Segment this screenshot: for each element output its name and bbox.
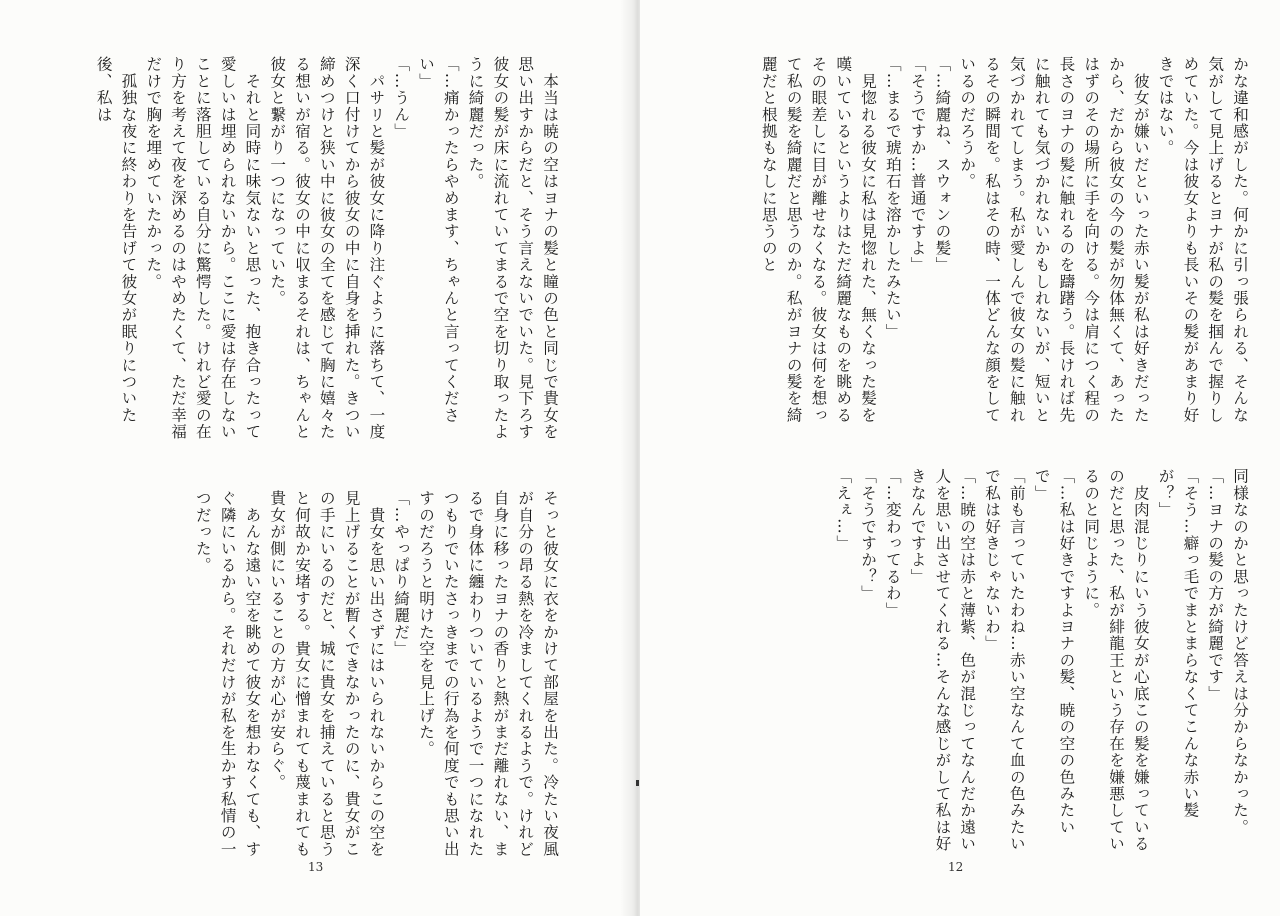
- right-upper-text: かな違和感がした。何かに引っ張られる、そんな気がして見上げるとヨナが私の髪を掴んで握りしめていた。今は彼女よりも長いその髪があまり好きではない。 彼女が嫌いだといった赤い髪が私は好きだったから、だから彼女の今の髪が勿体無くて、あったはずのその場所に手を向ける。今は肩につく程の長さのヨナの髪に触れるのを躊躇う。長ければ先に触れても気づかれないかもしれないが、短いと気づかれてしまう。私が愛しんで彼女の髪に触れるその瞬間を。私はその時、一体どんな顔をしているのだろうか。 「…綺麗ね、スウォンの髪」 「そうですか…普通ですよ」 「…まるで琥珀石を溶かしたみたい」 見惚れる彼女に私は見惚れた、無くなった髪を嘆いているというよりはただ綺麗なものを眺めるその眼差しに目が離せなくなる。彼女は何を想って私の髪を綺麗だと思うのか。私がヨナの髪を綺麗だと根拠もなしに思うのと: [759, 56, 1249, 424]
- right-lower-text: 同様なのかと思ったけど答えは分からなかった。 「…ヨナの髪の方が綺麗です」 「そう…癖っ毛でまとまらなくてこんな赤い髪が？」 皮肉混じりにいう彼女が心底この髪を嫌っているのだと思った、私が緋龍王という存在を嫌悪しているのと同じように。 「…私は好きですよヨナの髪、暁の空の色みたいで」 「前も言っていたわね…赤い空なんて血の色みたいで私は好きじゃないわ」 「…暁の空は赤と薄紫、色が混じってなんだか遠い人を思い出させてくれる…そんな感じがして私は好きなんですよ」 「…変わってるわ」 「そうですか？」 「えぇ…」: [834, 468, 1249, 853]
- left-lower-text: そっと彼女に衣をかけて部屋を出た。冷たい夜風が自分の昂る熱を冷ましてくれるようで。けれど自身に移ったヨナの香りと熱がまだ離れない、まるで身体に纏わりついているようで一つになれたつもりでいたさっきまでの行為を何度でも思い出すのだろうと明けた空を見上げた。 「…やっぱり綺麗だ」 貴女を思い出さずにはいられないからこの空を見上げることが暫くできなかったのに、貴女がこの手にいるのだと、城に貴女を捕えていると思うと何故か安堵する。貴女に憎まれても蔑まれても貴女が側にいることの方が心が安らぐ。 あんな遠い空を眺めて彼女を想わなくても、すぐ隣にいるから。それだけが私を生かす私情の一つだった。: [193, 490, 559, 858]
- binding-mark: [636, 780, 639, 786]
- page-right: [640, 0, 1280, 916]
- left-upper-text: 本当は暁の空はヨナの髪と瞳の色と同じで貴女を思い出すからだと、そう言えないでいた。見下ろす彼女の髪が床に流れていてまるで空を切り取ったように綺麗だった。 「…痛かったらやめます、ちゃんと言ってください」 「…うん」 パサリと髪が彼女に降り注ぐように落ちて、一度深く口付けてから彼女の中に自身を挿れた。きつい締めつけと狭い中に彼女の全てを感じて胸に嬉々たる想いが宿る。彼女の中に収まるそれは、ちゃんと彼女と繋がり一つになっていた。 それと同時に味気ないと思った、抱き合ったって愛しいは埋められないから。ここに愛は存在しないことに落胆している自分に驚愕した。けれど愛の在り方を考えて夜を深めるのはやめたくて、ただ幸福だけで胸を埋めていたかった。 孤独な夜に終わりを告げて彼女が眠りについた後、私は: [94, 56, 559, 441]
- page-left: [0, 0, 632, 916]
- page-number-right: 12: [948, 860, 964, 874]
- page-number-left: 13: [308, 860, 324, 874]
